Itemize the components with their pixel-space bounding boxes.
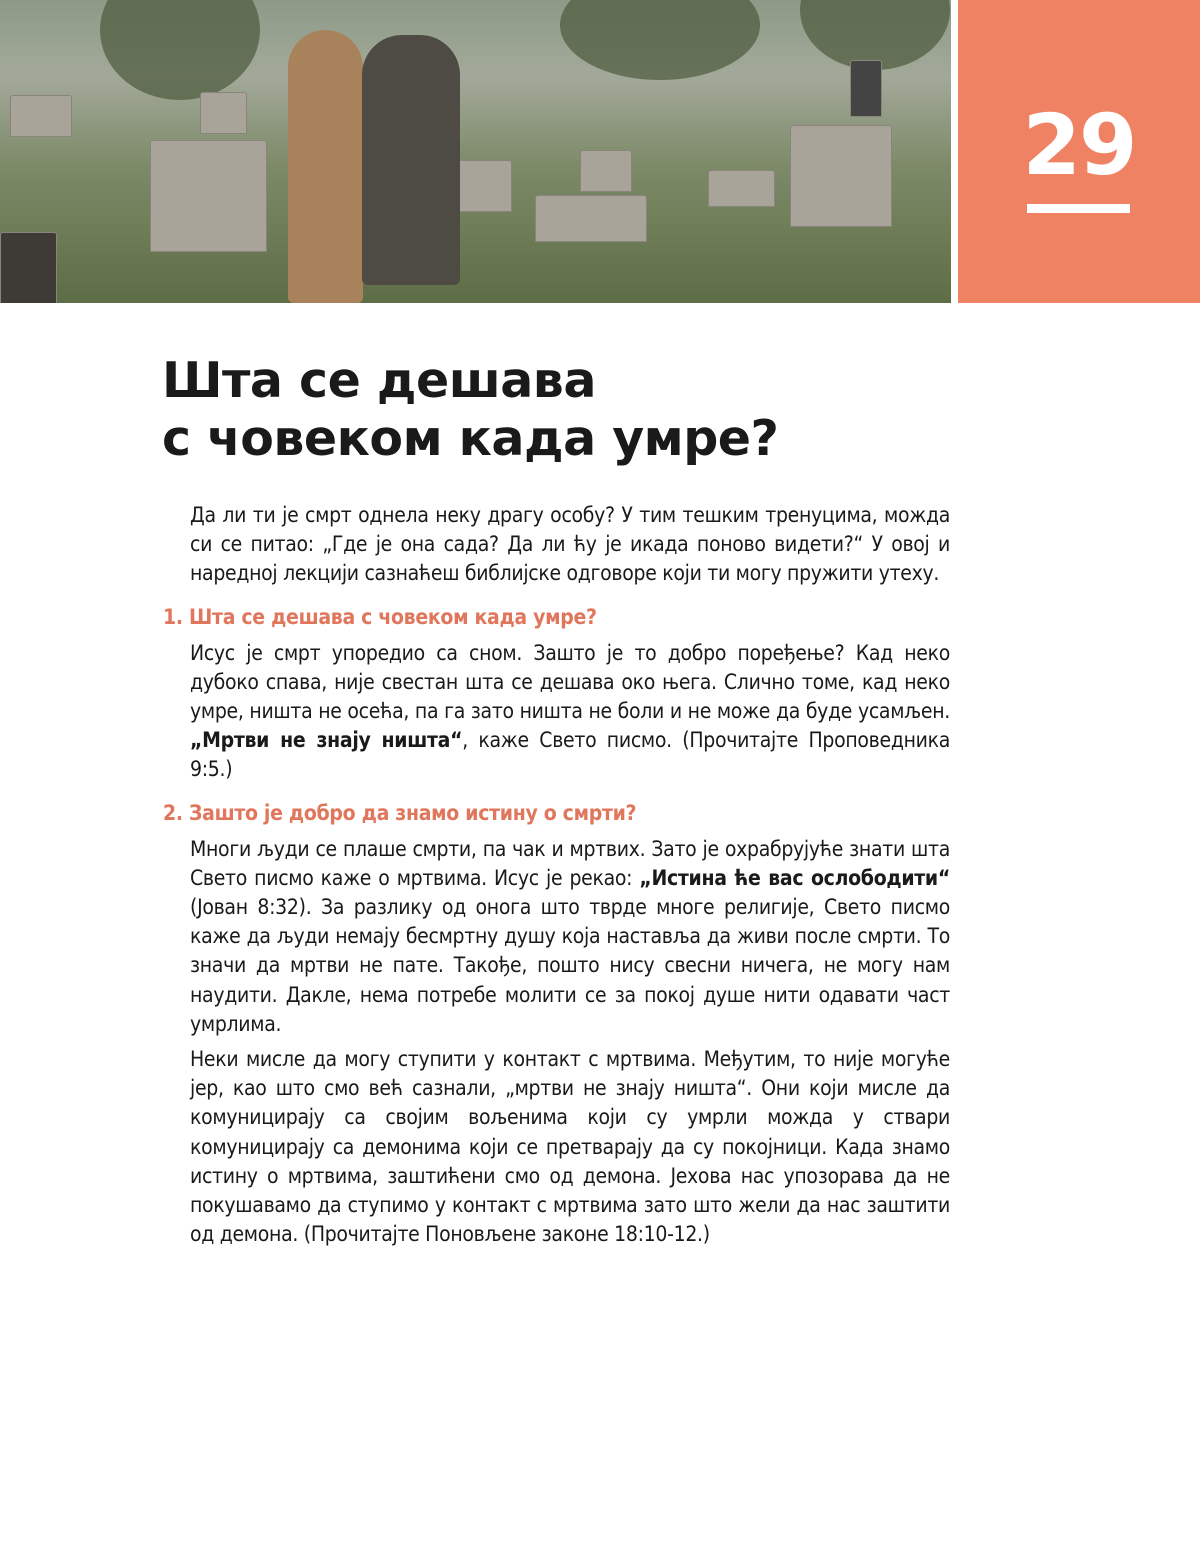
section-2-paragraph-2: Неки мисле да могу ступити у контакт с мртвима. Међутим, то није могуће јер, као што смо већ сазнали, „мртви не знају ништа“. Они који мисле да комуницирају са својим вољенима који су умрли можда у ствари комуницирају са демонима који се претварају да су покојници. Када знамо истину о мртвима, заштићени смо од демона. Јехова нас упозорава да не покушавамо да ступимо у контакт с мртвима зато што жели да нас заштити од демона. (Прочитајте Поновљене законе 18:10-12.) <box>190 1047 950 1247</box>
text: (Јован 8:32). За разлику од онога што тврде многе религије, Свето писмо каже да људи немају бесмртну душу која наставља да живи после смрти. То значи да мртви не пате. Такође, пошто нису свесни ничега, не могу нам наудити. Дакле, нема потребе молити се за покој душе нити одавати част умрлима. <box>190 895 950 1036</box>
chapter-badge <box>958 0 1200 303</box>
scripture-quote: „Истина ће вас ослободити“ <box>639 865 950 890</box>
section-heading-2: 2. Зашто је добро да знамо истину о смрти? <box>163 800 637 825</box>
section-1-paragraph <box>190 639 950 785</box>
cemetery-photo <box>0 0 951 303</box>
section-2-paragraph-1 <box>190 835 950 1039</box>
intro-paragraph: Да ли ти је смрт однела неку драгу особу? У тим тешким тренуцима, можда си се питао: „Где је она сада? Да ли ћу је икада поново видети?“ У овој и наредној лекцији сазнаћеш библијске одговоре који ти могу пружити утеху. <box>190 503 950 586</box>
text: Исус је смрт упоредио са сном. Зашто је то добро поређење? Кад неко дубоко спава, није свестан шта се дешава око њега. Слично томе, кад неко умре, ништа не осећа, па га зато ништа не боли и не може да буде усамљен. <box>190 640 950 724</box>
page-title <box>162 352 778 468</box>
chapter-underline <box>1027 204 1130 213</box>
lesson-content <box>163 501 950 1255</box>
text: Многи људи се плаше смрти, па чак и мртвих. Зато је охрабрујуће знати шта Свето писмо каже о мртвима. Исус је рекао: <box>190 836 950 890</box>
chapter-number: 29 <box>1022 96 1136 194</box>
page-title-line-1: Шта се дешава <box>162 352 596 409</box>
scripture-quote: „Мртви не знају ништа“ <box>190 728 463 753</box>
text: , каже Свето писмо. (Прочитајте Проповедника 9:5.) <box>190 728 951 782</box>
page-title-line-2: с човеком када умре? <box>162 410 779 467</box>
section-heading-1: 1. Шта се дешава с човеком када умре? <box>163 604 597 629</box>
